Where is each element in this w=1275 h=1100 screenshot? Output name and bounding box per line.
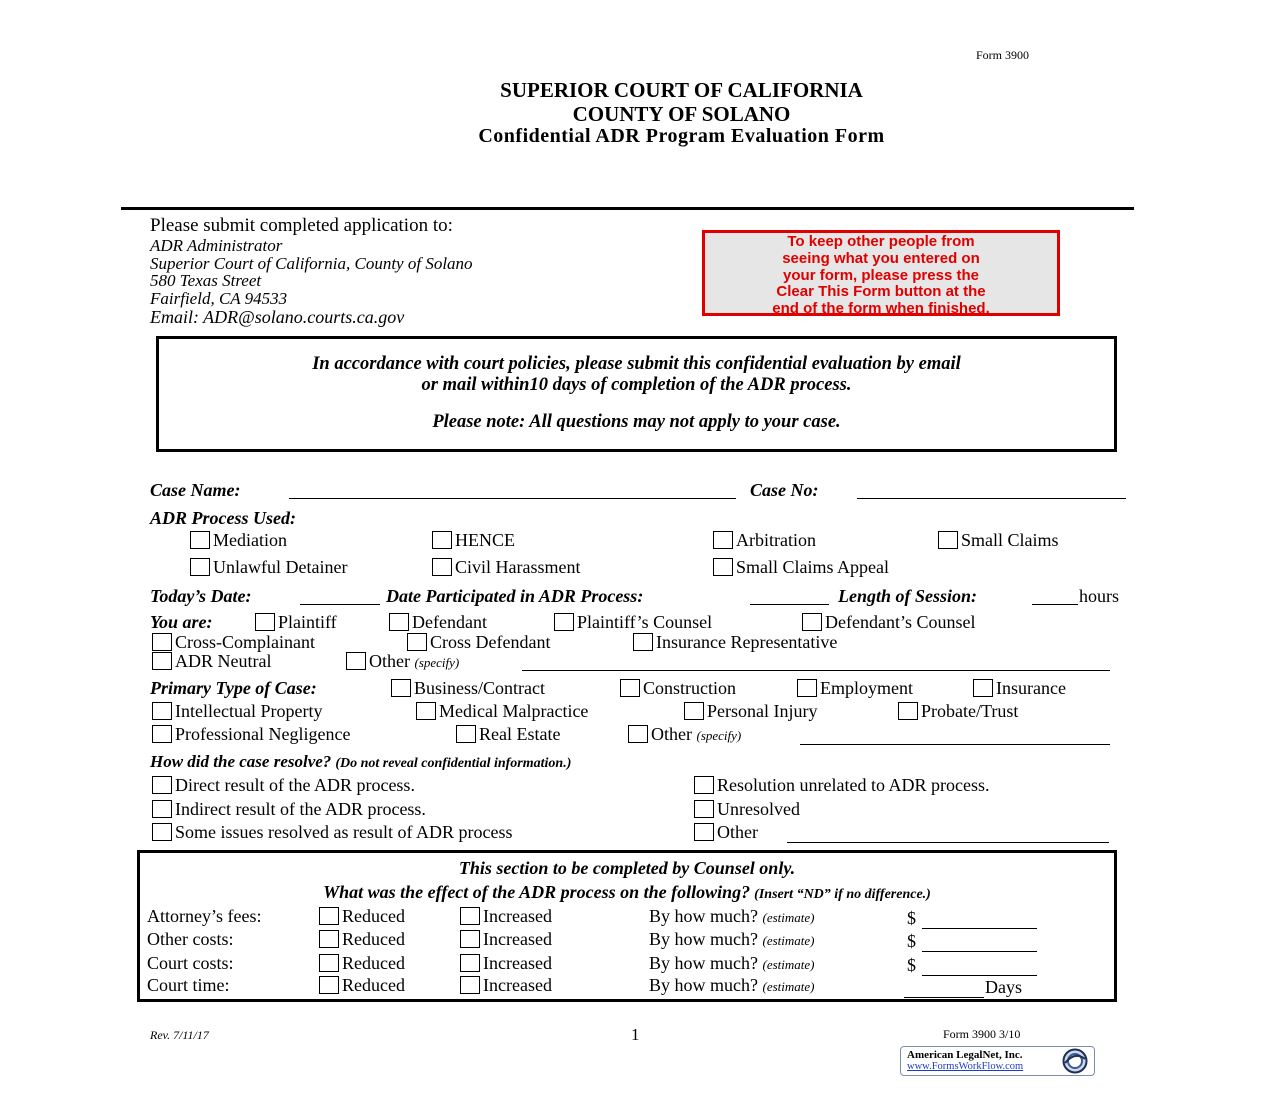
reduced-option[interactable]: Reduced [319, 929, 405, 950]
by-how-much: By how much? (estimate) [649, 975, 815, 995]
counsel-question [137, 882, 1117, 903]
todays-date-label: Today’s Date: [150, 586, 252, 606]
publisher-badge [900, 1046, 1095, 1076]
case-type-other[interactable]: Other (specify) [628, 724, 741, 745]
adr-option-small-claims-appeal[interactable]: Small Claims Appeal [713, 557, 889, 578]
resolve-unresolved[interactable]: Unresolved [694, 799, 800, 820]
submit-line: Superior Court of California, County of Solano [150, 254, 473, 273]
adr-option-hence[interactable]: HENCE [432, 530, 515, 551]
case-name-label: Case Name: [150, 480, 241, 500]
counsel-question-text: What was the effect of the ADR process on the following? [323, 882, 751, 902]
case-type-real-estate[interactable]: Real Estate [456, 724, 560, 745]
counsel-question-note: (Insert “ND” if no difference.) [754, 887, 931, 902]
adr-process-label: ADR Process Used: [150, 508, 296, 528]
notice-line-3: Please note: All questions may not apply to your case. [432, 412, 841, 432]
county-name: COUNTY OF SOLANO [572, 102, 791, 126]
submit-line: Fairfield, CA 94533 [150, 289, 288, 308]
checkbox[interactable] [694, 800, 714, 818]
case-type-medical-malpractice[interactable]: Medical Malpractice [416, 701, 588, 722]
date-participated-field[interactable] [750, 604, 829, 605]
row-label: Other costs: [147, 929, 234, 949]
checkbox[interactable] [416, 702, 436, 720]
checkbox[interactable] [389, 613, 409, 631]
form-number-bottom: Form 3900 3/10 [943, 1027, 1021, 1041]
notice-line-1: In accordance with court policies, please submit this confidential evaluation by email [312, 354, 961, 374]
checkbox[interactable] [620, 679, 640, 697]
counsel-section-title: This section to be completed by Counsel only. [458, 858, 796, 878]
warning-line: end of the form when finished. [772, 300, 990, 318]
case-type-label: Primary Type of Case: [150, 678, 317, 698]
row-label: Court costs: [147, 953, 234, 973]
checkbox[interactable] [152, 800, 172, 818]
checkbox[interactable] [460, 954, 480, 972]
revision-date: Rev. 7/11/17 [150, 1028, 209, 1042]
checkbox[interactable] [152, 823, 172, 841]
dollar-sign: $ [907, 955, 916, 975]
resolve-other-field[interactable] [787, 842, 1109, 843]
by-how-much: By how much? (estimate) [649, 906, 815, 926]
reduced-option[interactable]: Reduced [319, 906, 405, 927]
adr-option-arbitration[interactable]: Arbitration [713, 530, 816, 551]
checkbox[interactable] [628, 725, 648, 743]
reduced-option[interactable]: Reduced [319, 975, 405, 996]
adr-option-civil-harassment[interactable]: Civil Harassment [432, 557, 580, 578]
form-title: Confidential ADR Program Evaluation Form [478, 125, 885, 147]
checkbox[interactable] [797, 679, 817, 697]
adr-option-mediation[interactable]: Mediation [190, 530, 287, 551]
increased-option[interactable]: Increased [460, 975, 552, 996]
checkbox[interactable] [713, 558, 733, 576]
checkbox[interactable] [152, 702, 172, 720]
increased-option[interactable]: Increased [460, 953, 552, 974]
reduced-option[interactable]: Reduced [319, 953, 405, 974]
case-type-construction[interactable]: Construction [620, 678, 736, 699]
checkbox[interactable] [152, 633, 172, 651]
by-how-much: By how much? (estimate) [649, 953, 815, 973]
page-number: 1 [631, 1025, 640, 1044]
checkbox[interactable] [633, 633, 653, 651]
you-are-plaintiffs-counsel[interactable]: Plaintiff’s Counsel [554, 612, 712, 633]
checkbox[interactable] [432, 558, 452, 576]
resolve-label: How did the case resolve? [150, 752, 332, 771]
case-no-label: Case No: [750, 480, 819, 500]
case-type-personal-injury[interactable]: Personal Injury [684, 701, 817, 722]
row-label: Attorney’s fees: [147, 906, 262, 926]
checkbox[interactable] [684, 702, 704, 720]
checkbox[interactable] [456, 725, 476, 743]
resolve-unrelated[interactable]: Resolution unrelated to ADR process. [694, 775, 989, 796]
checkbox[interactable] [346, 652, 366, 670]
checkbox[interactable] [802, 613, 822, 631]
checkbox[interactable] [460, 907, 480, 925]
warning-line: Clear This Form button at the [776, 283, 986, 301]
you-are-other[interactable]: Other (specify) [346, 651, 459, 672]
amount-field[interactable] [922, 951, 1037, 952]
court-name: SUPERIOR COURT OF CALIFORNIA [500, 78, 863, 102]
checkbox[interactable] [152, 652, 172, 670]
amount-field[interactable] [922, 975, 1037, 976]
you-are-defendants-counsel[interactable]: Defendant’s Counsel [802, 612, 975, 633]
checkbox[interactable] [255, 613, 275, 631]
resolve-other[interactable]: Other [694, 822, 758, 843]
resolve-indirect[interactable]: Indirect result of the ADR process. [152, 799, 426, 820]
checkbox[interactable] [694, 776, 714, 794]
checkbox[interactable] [319, 976, 339, 994]
warning-line: your form, please press the [783, 266, 979, 284]
session-length-label: Length of Session: [838, 586, 978, 606]
hours-unit: hours [1079, 586, 1119, 606]
session-length-field[interactable] [1032, 604, 1078, 605]
submit-intro: Please submit completed application to: [150, 215, 453, 236]
dollar-sign: $ [907, 931, 916, 951]
days-unit: Days [985, 977, 1022, 997]
publisher-website[interactable]: www.FormsWorkFlow.com [907, 1061, 1024, 1072]
by-how-much: By how much? (estimate) [649, 929, 815, 949]
warning-line: To keep other people from [787, 233, 975, 250]
days-field[interactable] [904, 997, 984, 998]
date-participated-label: Date Participated in ADR Process: [386, 586, 644, 606]
specify-hint: (specify) [696, 728, 742, 743]
checkbox[interactable] [152, 725, 172, 743]
submit-line: 580 Texas Street [150, 271, 262, 290]
specify-hint: (specify) [414, 655, 460, 670]
checkbox[interactable] [460, 976, 480, 994]
submit-line: ADR Administrator [150, 236, 283, 255]
checkbox[interactable] [407, 633, 427, 651]
checkbox[interactable] [432, 531, 452, 549]
checkbox[interactable] [319, 954, 339, 972]
checkbox[interactable] [319, 930, 339, 948]
submit-email: Email: ADR@solano.courts.ca.gov [150, 307, 405, 327]
you-are-cross-complainant[interactable]: Cross-Complainant [152, 632, 315, 653]
you-are-cross-defendant[interactable]: Cross Defendant [407, 632, 550, 653]
row-label: Court time: [147, 975, 230, 995]
checkbox[interactable] [152, 776, 172, 794]
you-are-insurance-rep[interactable]: Insurance Representative [633, 632, 837, 653]
case-type-professional-negligence[interactable]: Professional Negligence [152, 724, 350, 745]
you-are-label: You are: [150, 612, 213, 632]
header-rule [121, 207, 1134, 210]
checkbox[interactable] [460, 930, 480, 948]
case-type-intellectual-property[interactable]: Intellectual Property [152, 701, 322, 722]
adr-option-small-claims[interactable]: Small Claims [938, 530, 1059, 551]
checkbox[interactable] [554, 613, 574, 631]
case-type-business[interactable]: Business/Contract [391, 678, 545, 699]
checkbox[interactable] [319, 907, 339, 925]
checkbox[interactable] [938, 531, 958, 549]
amount-field[interactable] [922, 928, 1037, 929]
checkbox[interactable] [190, 558, 210, 576]
adr-option-unlawful-detainer[interactable]: Unlawful Detainer [190, 557, 347, 578]
globe-logo-icon [1059, 1048, 1091, 1074]
you-are-other-field[interactable] [522, 670, 1110, 671]
notice-line-2: or mail within10 days of completion of the ADR process. [421, 375, 852, 395]
checkbox[interactable] [694, 823, 714, 841]
checkbox[interactable] [190, 531, 210, 549]
privacy-warning-box [702, 230, 1060, 316]
checkbox[interactable] [898, 702, 918, 720]
resolve-heading [150, 752, 571, 772]
warning-line: seeing what you entered on [782, 249, 980, 267]
checkbox[interactable] [391, 679, 411, 697]
increased-option[interactable]: Increased [460, 929, 552, 950]
resolve-note: (Do not reveal confidential information.) [335, 756, 572, 771]
resolve-direct[interactable]: Direct result of the ADR process. [152, 775, 415, 796]
you-are-defendant[interactable]: Defendant [389, 612, 487, 633]
case-type-employment[interactable]: Employment [797, 678, 913, 699]
case-name-field[interactable] [289, 498, 736, 499]
case-type-other-field[interactable] [800, 744, 1110, 745]
dollar-sign: $ [907, 908, 916, 928]
increased-option[interactable]: Increased [460, 906, 552, 927]
you-are-adr-neutral[interactable]: ADR Neutral [152, 651, 271, 672]
form-number-top: Form 3900 [976, 48, 1030, 62]
checkbox[interactable] [973, 679, 993, 697]
publisher-name: American LegalNet, Inc. [907, 1049, 1023, 1061]
checkbox[interactable] [713, 531, 733, 549]
you-are-plaintiff[interactable]: Plaintiff [255, 612, 337, 633]
case-type-insurance[interactable]: Insurance [973, 678, 1066, 699]
todays-date-field[interactable] [300, 604, 380, 605]
case-no-field[interactable] [857, 498, 1126, 499]
resolve-some-issues[interactable]: Some issues resolved as result of ADR process [152, 822, 512, 843]
case-type-probate-trust[interactable]: Probate/Trust [898, 701, 1018, 722]
